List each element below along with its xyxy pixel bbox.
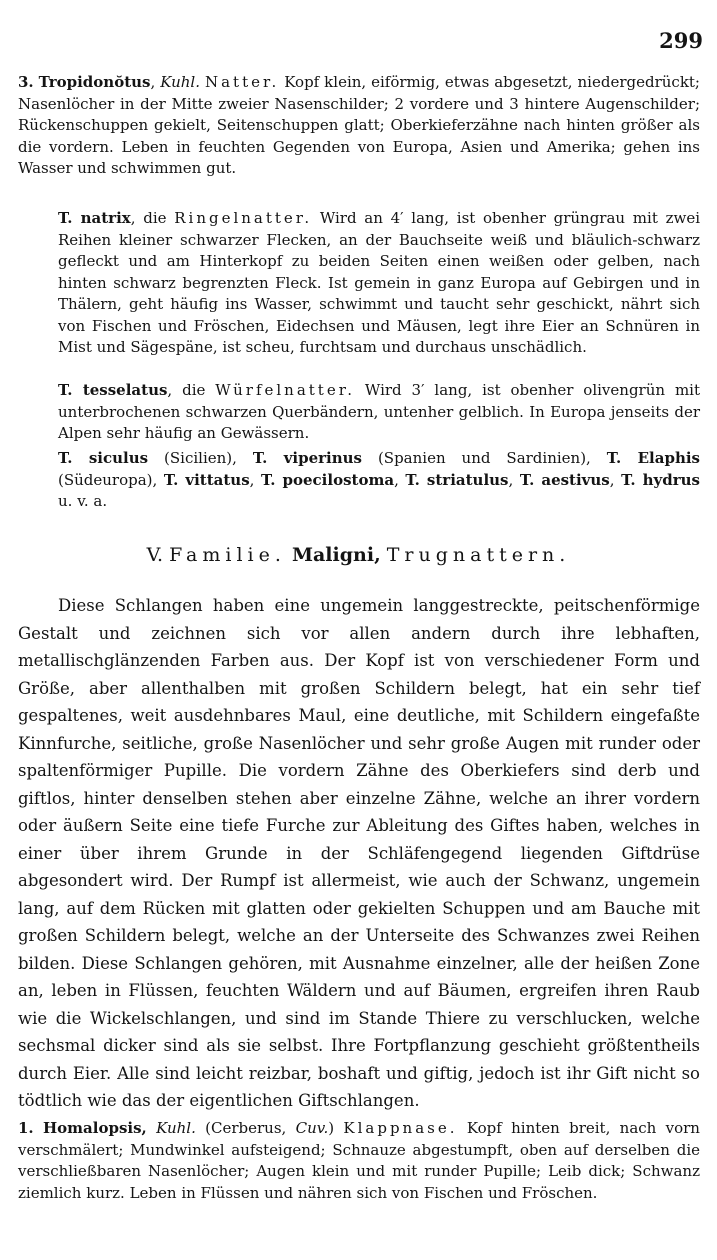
species-siculus: T. siculus <box>58 449 149 467</box>
page-number: 299 <box>659 28 703 53</box>
species-natrix-entry <box>58 208 700 359</box>
species-others-entry <box>58 448 700 513</box>
species-name: T. natrix <box>58 209 131 227</box>
species-separator: , <box>249 470 262 489</box>
family-label: Familie. <box>169 544 286 566</box>
genus-author: Kuhl. <box>156 1119 196 1137</box>
family-name: Maligni, <box>291 544 381 566</box>
species-common-name: Ringelnatter. <box>174 209 313 227</box>
species-common-name: Würfelnatter. <box>215 381 355 399</box>
genus-synonym-author: Cuv. <box>295 1119 329 1137</box>
family-common-name: Trugnattern. <box>386 544 571 566</box>
species-prefix: , die <box>167 381 216 399</box>
family-heading <box>0 544 717 566</box>
genus-description: Kopf hinten breit, nach vorn verschmälert; Mundwinkel aufsteigend; Schnauze abgestumpft, oben auf derselben die verschließbaren Nasenlöcher; Augen klein und mit runder Pupille; Leib dick; Schwanz ziemlich kurz. Leben in Flüssen und nähren sich von Fischen und Fröschen. <box>18 1119 700 1202</box>
species-aestivus: T. aestivus <box>519 470 610 489</box>
family-description: Diese Schlangen haben eine ungemein langgestreckte, peitschenförmige Gestalt und zeichnen sich vor allen andern durch ihre lebhaften, metallischglänzenden Farben aus. Der Kopf ist von verschiedener Form und Größe, aber allenthalben mit großen Schildern belegt, hat ein sehr tief gespaltenes, weit ausdehnbares Maul, eine deutliche, mit Schildern eingefaßte Kinnfurche, seitliche, große Nasenlöcher und sehr große Augen mit runder oder spaltenförmiger Pupille. Die vordern Zähne des Oberkiefers sind derb und giftlos, hinter denselben stehen aber einzelne Zähne, welche an ihrer vordern oder äußern Seite eine tiefe Furche zur Ableitung des Giftes haben, welches in einer über ihrem Grunde in der Schläfengegend liegenden Giftdrüse abgesondert wird. Der Rumpf ist allermeist, wie auch der Schwanz, ungemein lang, auf dem Rücken mit glatten oder gekielten Schuppen und am Bauche mit großen Schildern belegt, welche an der Unterseite des Schwanzes zwei Reihen bilden. Diese Schlangen gehören, mit Ausnahme einzelner, alle der heißen Zone an, leben in Flüssen, feuchten Wäldern und auf Bäumen, ergreifen ihren Raub wie die Wickelschlangen, und sind im Stande Thiere zu verschlucken, welche sechsmal dicker sind als sie selbst. Ihre Fortpflanzung geschieht größtentheils durch Eier. Alle sind leicht reizbar, boshaft und giftig, jedoch ist ihr Gift nicht so tödtlich wie das der eigentlichen Giftschlangen. <box>18 596 700 1110</box>
species-note: (Sicilien), <box>148 449 253 467</box>
species-poecilostoma: T. poecilostoma <box>261 470 395 489</box>
species-tesselatus-entry <box>58 380 700 445</box>
species-separator: , <box>508 470 520 489</box>
genus-common-name: Natter. <box>204 73 280 91</box>
species-description: Wird an 4′ lang, ist obenher grüngrau mit zwei Reihen kleiner schwarzer Flecken, an der Bauchseite weiß und bläulich-schwarz gefleckt und am Hinterkopf zu beiden Seiten einen weißen oder gelben, nach hinten schwarz begrenzten Fleck. Ist gemein in ganz Europa auf Gebirgen und in Thälern, geht häufig ins Wasser, schwimmt und taucht sehr geschickt, nährt sich von Fischen und Fröschen, Eidechsen und Mäusen, legt ihre Eier an Schnüren in Mist und Sägespäne, ist scheu, furchtsam und durchaus unschädlich. <box>58 209 700 356</box>
genus-number: 3. <box>18 73 34 91</box>
species-separator: , <box>394 470 406 489</box>
species-elaphis: T. Elaphis <box>606 449 700 467</box>
genus-author: Kuhl. <box>160 73 200 91</box>
family-prefix: V. <box>146 544 164 566</box>
genus-synonym-close: ) <box>328 1119 344 1137</box>
species-hydrus: T. hydrus <box>621 470 700 489</box>
species-separator: , <box>609 470 622 489</box>
species-ending: u. v. a. <box>58 492 108 510</box>
genus-name: Homalopsis, <box>42 1119 147 1137</box>
species-note: (Südeuropa), <box>58 470 164 489</box>
genus-common-name: Klappnase. <box>343 1119 458 1137</box>
species-viperinus: T. viperinus <box>252 449 362 467</box>
genus-homalopsis-entry <box>18 1118 700 1204</box>
genus-description: Kopf klein, eiförmig, etwas abgesetzt, niedergedrückt; Nasenlöcher in der Mitte zweier Nasenschilder; 2 vordere und 3 hintere Augenschilder; Rückenschuppen gekielt, Seitenschuppen glatt; Oberkieferzähne nach hinten größer als die vordern. Leben in feuchten Gegenden von Europa, Asien und Amerika; gehen ins Wasser und schwimmen gut. <box>18 73 700 177</box>
genus-number: 1. <box>18 1119 34 1137</box>
species-name: T. tesselatus <box>58 381 168 399</box>
species-description: Wird 3′ lang, ist obenher olivengrün mit unterbrochenen schwarzen Querbändern, untenher gelblich. In Europa jenseits der Alpen sehr häufig an Gewässern. <box>58 381 700 442</box>
species-striatulus: T. striatulus <box>405 470 509 489</box>
species-vittatus: T. vittatus <box>163 470 250 489</box>
genus-tropidonotus-entry: 3. Tropidonŏtus, Kuhl. Natter. Kopf klein, eiförmig, etwas abgesetzt, niedergedrückt; Nasenlöcher in der Mitte zweier Nasenschilder; 2 vordere und 3 hintere Augenschilder; Rückenschuppen gekielt, Seitenschuppen glatt; Oberkieferzähne nach hinten größer als die vordern. Leben in feuchten Gegenden von Europa, Asien und Amerika; gehen ins Wasser und schwimmen gut. <box>18 73 700 177</box>
species-prefix: , die <box>130 209 175 227</box>
genus-synonym-open: (Cerberus, <box>195 1119 296 1137</box>
species-note: (Spanien und Sardinien), <box>362 449 607 467</box>
genus-name: Tropidonŏtus <box>38 73 151 91</box>
